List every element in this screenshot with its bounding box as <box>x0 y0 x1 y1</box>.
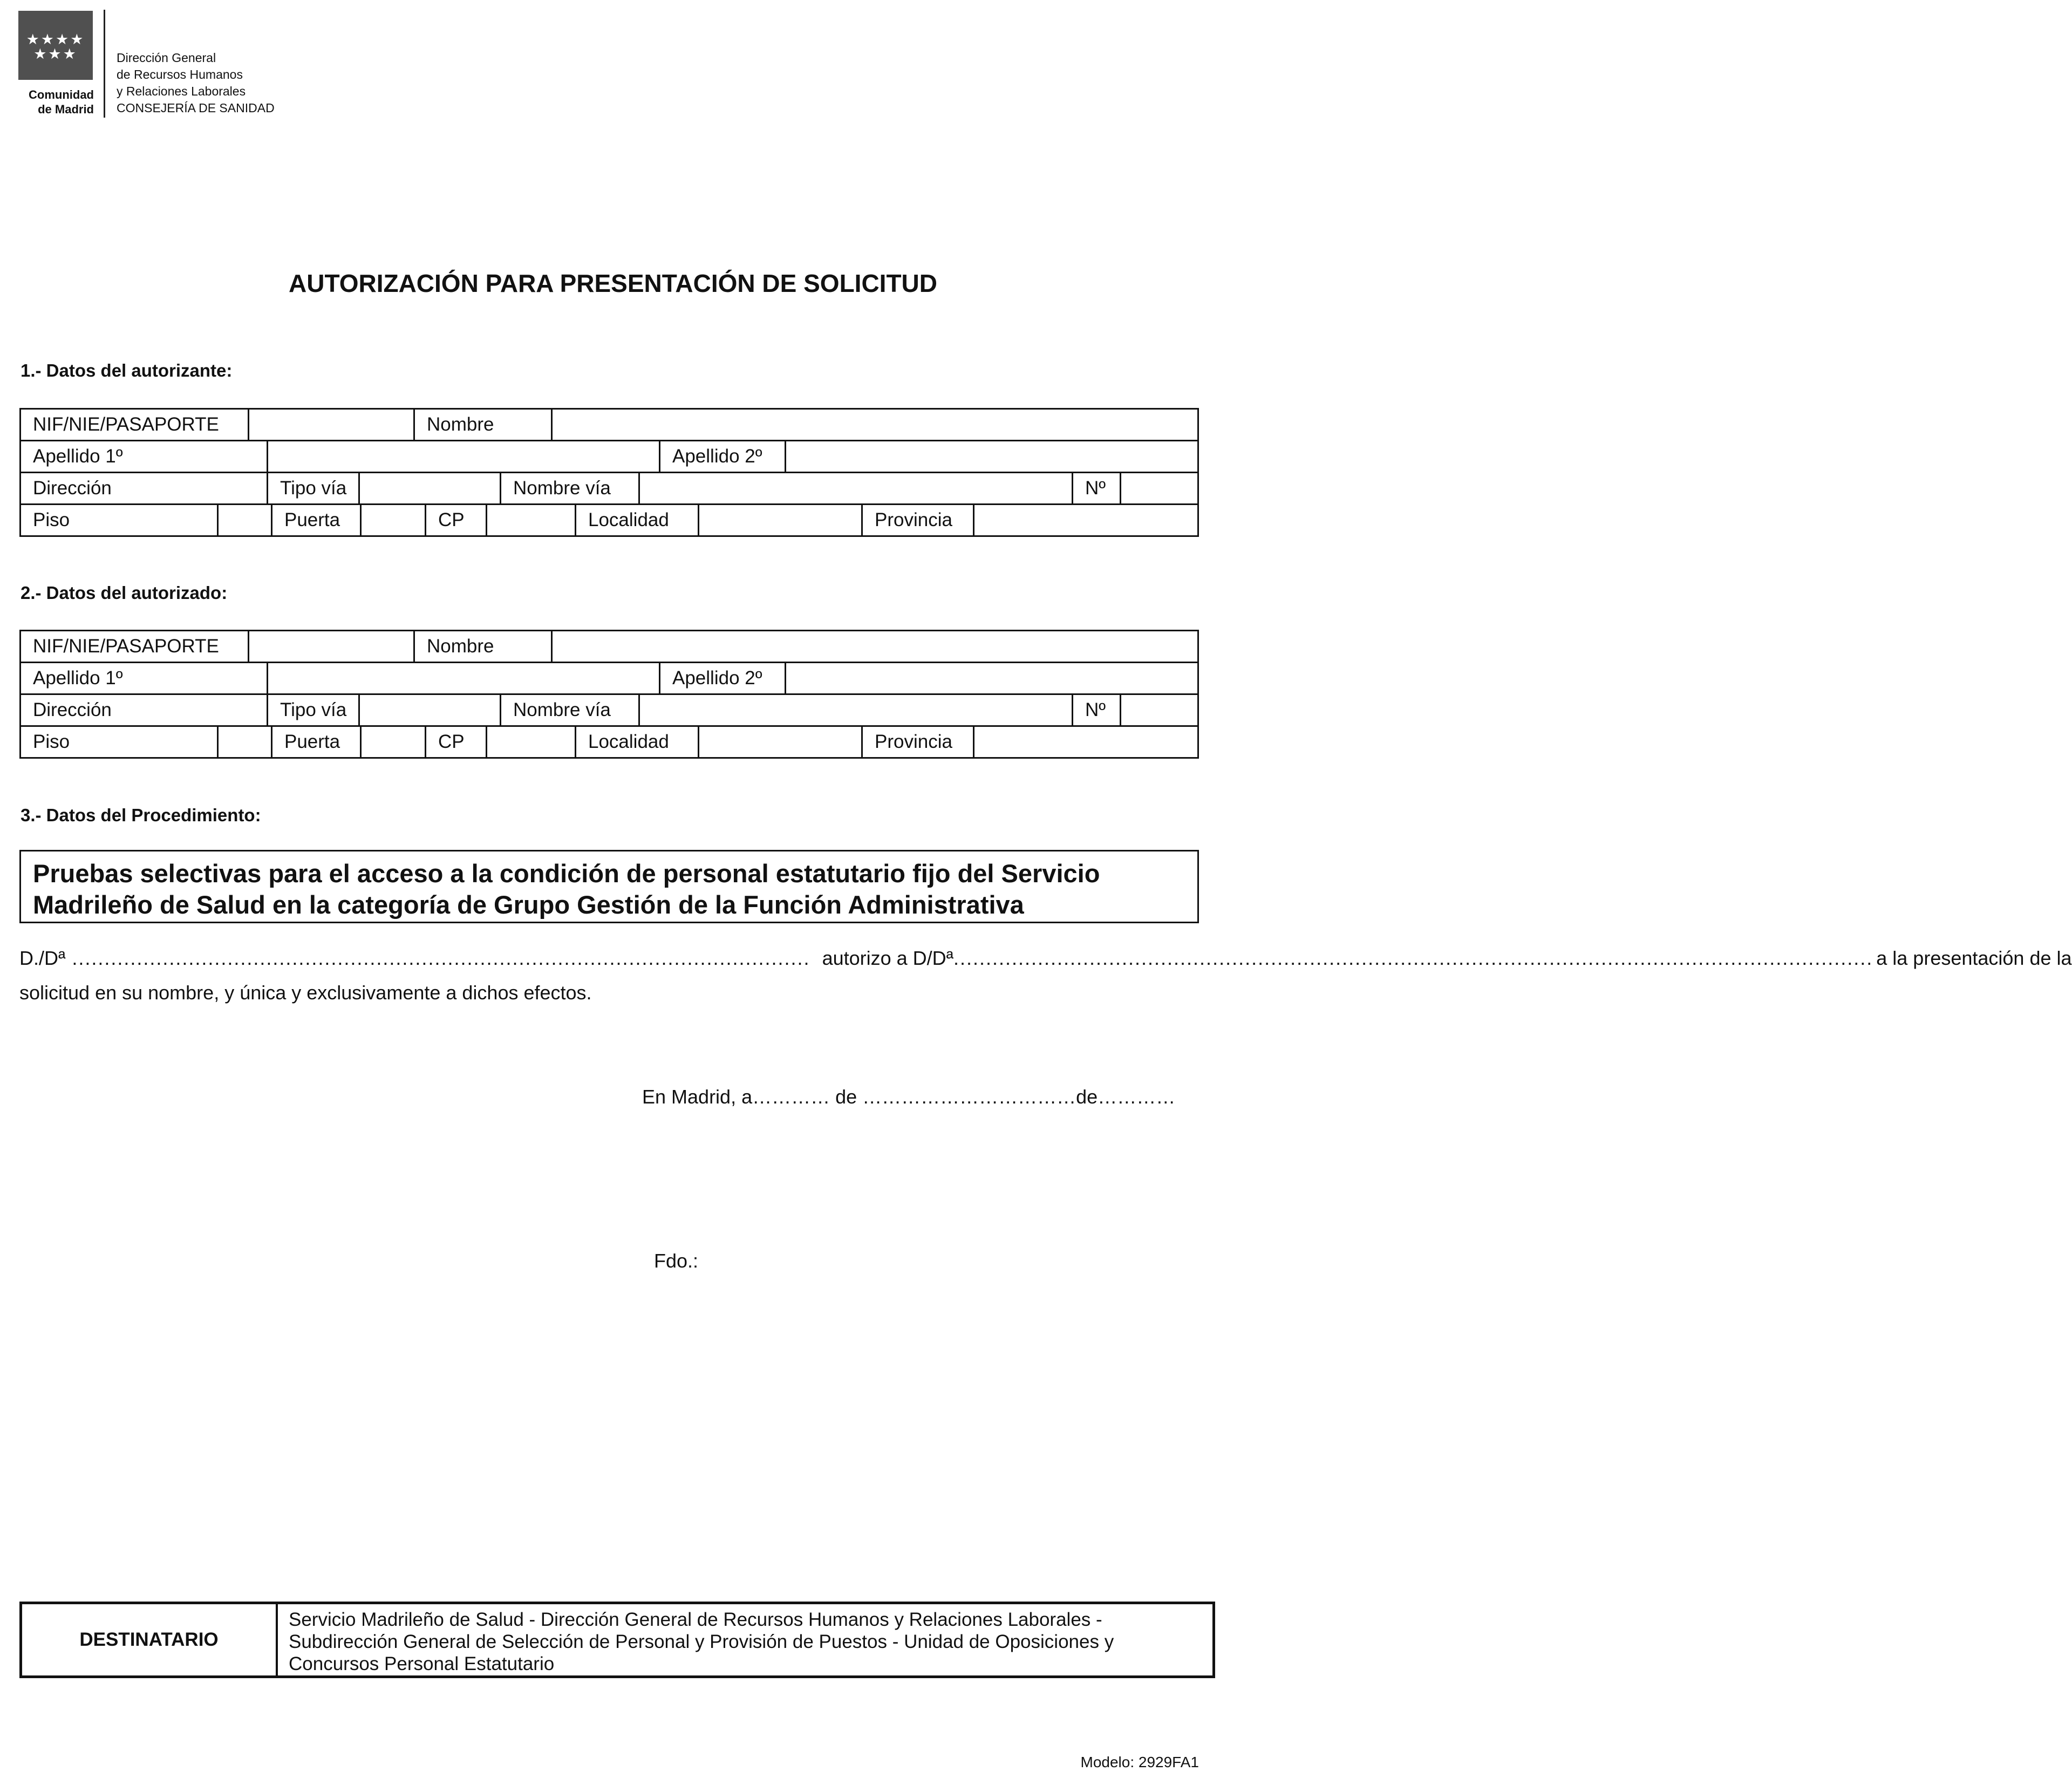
nombre-label: Nombre <box>413 410 551 440</box>
table-row <box>21 410 1197 441</box>
localidad-field[interactable] <box>698 505 861 535</box>
dept-line: CONSEJERÍA DE SANIDAD <box>117 101 275 115</box>
dept-line: Dirección General <box>117 51 216 65</box>
nombre-via-field[interactable] <box>638 473 1072 503</box>
direccion-label: Dirección <box>33 699 112 720</box>
place-date[interactable]: En Madrid, a………… de ……………………………de………… <box>642 1086 1176 1108</box>
section2-heading: 2.- Datos del autorizado: <box>21 583 228 603</box>
cp-label: CP <box>425 727 486 757</box>
table-row <box>21 473 1197 505</box>
puerta-label: Puerta <box>271 727 360 757</box>
numero-field[interactable] <box>1120 695 1197 725</box>
nif-label: NIF/NIE/PASAPORTE <box>33 636 219 657</box>
provincia-field[interactable] <box>973 727 1197 757</box>
piso-label: Piso <box>33 731 70 752</box>
nombre-field[interactable] <box>551 631 1197 662</box>
apellido1-field[interactable] <box>267 441 659 472</box>
nombre-field[interactable] <box>551 410 1197 440</box>
numero-label: Nº <box>1072 695 1120 725</box>
cp-field[interactable] <box>486 505 575 535</box>
numero-label: Nº <box>1072 473 1120 503</box>
apellido2-field[interactable] <box>785 663 1197 693</box>
puerta-field[interactable] <box>360 505 425 535</box>
nif-field[interactable] <box>248 631 413 662</box>
provincia-label: Provincia <box>861 727 973 757</box>
localidad-field[interactable] <box>698 727 861 757</box>
provincia-field[interactable] <box>973 505 1197 535</box>
logo-name: Comunidad de Madrid <box>29 88 94 116</box>
recipient-label: DESTINATARIO <box>22 1604 278 1675</box>
header-separator <box>104 10 105 118</box>
apellido2-label: Apellido 2º <box>659 663 785 693</box>
recipient-box <box>19 1602 1215 1678</box>
nif-field[interactable] <box>248 410 413 440</box>
middle-text: autorizo a D/Dª <box>822 947 953 969</box>
authorized-name-dots[interactable]: .............................................................................................................................................. <box>953 947 1873 969</box>
recipient-text: Servicio Madrileño de Salud - Dirección General de Recursos Humanos y Relaciones Laborales - Subdirección General de Selección de Personal y Provisión de Puestos - Unidad de Oposiciones y Concursos Personal Estatutario <box>289 1609 1114 1674</box>
authorization-line2: solicitud en su nombre, y única y exclusivamente a dichos efectos. <box>19 982 592 1004</box>
procedure-box: Pruebas selectivas para el acceso a la condición de personal estatutario fijo del Servicio Madrileño de Salud en la categoría de Grupo Gestión de la Función Administrativa <box>19 850 1199 923</box>
prefix-text: D./Dª <box>19 947 66 969</box>
table-row <box>21 441 1197 473</box>
department-info <box>117 50 275 117</box>
authorizer-table <box>19 408 1199 537</box>
piso-field[interactable] <box>217 505 271 535</box>
piso-field[interactable] <box>217 727 271 757</box>
localidad-label: Localidad <box>575 505 698 535</box>
signature-label: Fdo.: <box>654 1250 699 1272</box>
direccion-label: Dirección <box>33 478 112 499</box>
apellido1-field[interactable] <box>267 663 659 693</box>
cp-field[interactable] <box>486 727 575 757</box>
apellido2-label: Apellido 2º <box>659 441 785 472</box>
puerta-label: Puerta <box>271 505 360 535</box>
table-row <box>21 663 1197 695</box>
nombre-via-label: Nombre vía <box>500 473 638 503</box>
model-code: Modelo: 2929FA1 <box>1080 1754 1199 1770</box>
comunidad-madrid-logo <box>18 11 93 80</box>
numero-field[interactable] <box>1120 473 1197 503</box>
authorized-table <box>19 630 1199 759</box>
table-row <box>21 695 1197 727</box>
apellido2-field[interactable] <box>785 441 1197 472</box>
provincia-label: Provincia <box>861 505 973 535</box>
table-row <box>21 727 1197 757</box>
authorizer-name-dots[interactable]: .................................................................................................................. <box>65 947 810 969</box>
nombre-label: Nombre <box>413 631 551 662</box>
tipo-via-label: Tipo vía <box>267 473 358 503</box>
nombre-via-field[interactable] <box>638 695 1072 725</box>
logo-stars-icon: ★★★★ ★★★ <box>26 31 85 62</box>
authorization-statement <box>19 941 2072 1010</box>
tipo-via-field[interactable] <box>358 695 500 725</box>
suffix-text: a la presentación de la <box>1876 947 2072 969</box>
localidad-label: Localidad <box>575 727 698 757</box>
table-row <box>21 505 1197 535</box>
section3-heading: 3.- Datos del Procedimiento: <box>21 805 261 825</box>
nombre-via-label: Nombre vía <box>500 695 638 725</box>
dept-line: y Relaciones Laborales <box>117 84 246 98</box>
table-row <box>21 631 1197 663</box>
cp-label: CP <box>425 505 486 535</box>
puerta-field[interactable] <box>360 727 425 757</box>
piso-label: Piso <box>33 509 70 530</box>
dept-line: de Recursos Humanos <box>117 67 243 81</box>
tipo-via-label: Tipo vía <box>267 695 358 725</box>
authorization-line <box>19 941 2072 976</box>
section1-heading: 1.- Datos del autorizante: <box>21 360 233 380</box>
tipo-via-field[interactable] <box>358 473 500 503</box>
apellido1-label: Apellido 1º <box>33 667 123 689</box>
document-title: AUTORIZACIÓN PARA PRESENTACIÓN DE SOLICITUD <box>289 269 937 297</box>
nif-label: NIF/NIE/PASAPORTE <box>33 414 219 435</box>
apellido1-label: Apellido 1º <box>33 446 123 467</box>
